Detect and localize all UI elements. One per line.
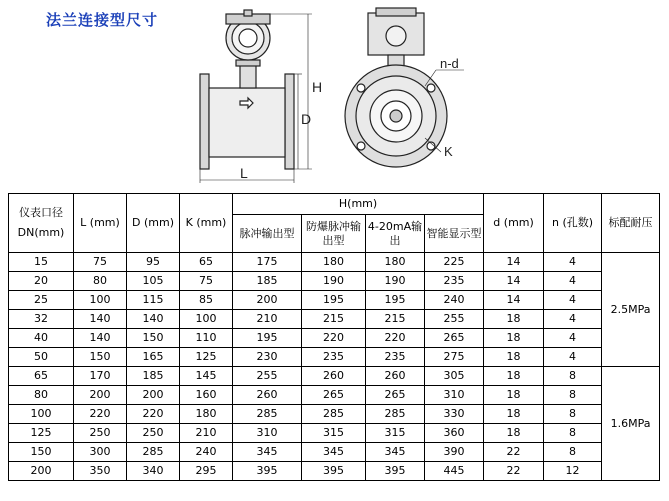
cell-h-pulse: 345 xyxy=(233,443,302,462)
cell-n: 8 xyxy=(544,424,602,443)
cell-K: 100 xyxy=(180,310,233,329)
cell-dn: 40 xyxy=(9,329,74,348)
cell-D: 140 xyxy=(127,310,180,329)
cell-h-pulse: 210 xyxy=(233,310,302,329)
cell-h-explosion: 190 xyxy=(302,272,366,291)
cell-d: 18 xyxy=(484,329,544,348)
cell-h-explosion: 180 xyxy=(302,253,366,272)
table-row xyxy=(9,310,660,329)
cell-L: 350 xyxy=(74,462,127,481)
cell-K: 85 xyxy=(180,291,233,310)
cell-h-explosion: 265 xyxy=(302,386,366,405)
table-row xyxy=(9,329,660,348)
header-h-pulse: 脉冲输出型 xyxy=(233,215,302,253)
dim-label-nd: n-d xyxy=(440,56,459,71)
cell-dn: 150 xyxy=(9,443,74,462)
cell-h-pulse: 200 xyxy=(233,291,302,310)
cell-h-explosion: 220 xyxy=(302,329,366,348)
table-row xyxy=(9,348,660,367)
cell-h-explosion: 395 xyxy=(302,462,366,481)
cell-K: 240 xyxy=(180,443,233,462)
cell-h-pulse: 255 xyxy=(233,367,302,386)
header-n: n (孔数) xyxy=(544,194,602,253)
cell-h-smart: 390 xyxy=(425,443,484,462)
cell-L: 80 xyxy=(74,272,127,291)
cell-d: 14 xyxy=(484,272,544,291)
cell-dn: 50 xyxy=(9,348,74,367)
table-row xyxy=(9,272,660,291)
cell-D: 150 xyxy=(127,329,180,348)
cell-d: 22 xyxy=(484,443,544,462)
cell-D: 200 xyxy=(127,386,180,405)
cell-h-420: 315 xyxy=(366,424,425,443)
cell-h-pulse: 260 xyxy=(233,386,302,405)
cell-h-420: 195 xyxy=(366,291,425,310)
cell-h-explosion: 345 xyxy=(302,443,366,462)
table-row xyxy=(9,424,660,443)
cell-L: 300 xyxy=(74,443,127,462)
table-row xyxy=(9,253,660,272)
cell-pressure: 1.6MPa xyxy=(602,367,660,481)
header-dn: 仪表口径 DN(mm) xyxy=(9,194,74,253)
cell-h-420: 190 xyxy=(366,272,425,291)
cell-h-pulse: 195 xyxy=(233,329,302,348)
cell-dn: 32 xyxy=(9,310,74,329)
cell-d: 14 xyxy=(484,253,544,272)
table-row xyxy=(9,386,660,405)
side-view xyxy=(200,10,312,183)
table-row xyxy=(9,405,660,424)
cell-D: 105 xyxy=(127,272,180,291)
cell-D: 220 xyxy=(127,405,180,424)
cell-h-smart: 330 xyxy=(425,405,484,424)
cell-D: 250 xyxy=(127,424,180,443)
table-row xyxy=(9,367,660,386)
cell-h-420: 395 xyxy=(366,462,425,481)
cell-L: 75 xyxy=(74,253,127,272)
cell-h-420: 260 xyxy=(366,367,425,386)
cell-d: 18 xyxy=(484,310,544,329)
cell-pressure: 2.5MPa xyxy=(602,253,660,367)
flange-drawing xyxy=(0,0,669,193)
cell-h-explosion: 215 xyxy=(302,310,366,329)
cell-h-smart: 275 xyxy=(425,348,484,367)
cell-d: 14 xyxy=(484,291,544,310)
header-h-smart: 智能显示型 xyxy=(425,215,484,253)
cell-K: 180 xyxy=(180,405,233,424)
cell-D: 340 xyxy=(127,462,180,481)
cell-d: 18 xyxy=(484,367,544,386)
cell-h-pulse: 185 xyxy=(233,272,302,291)
cell-dn: 65 xyxy=(9,367,74,386)
cell-h-smart: 305 xyxy=(425,367,484,386)
table-row xyxy=(9,291,660,310)
cell-K: 210 xyxy=(180,424,233,443)
cell-h-explosion: 195 xyxy=(302,291,366,310)
cell-L: 100 xyxy=(74,291,127,310)
cell-h-explosion: 315 xyxy=(302,424,366,443)
header-pressure: 标配耐压 xyxy=(602,194,660,253)
cell-dn: 125 xyxy=(9,424,74,443)
cell-h-explosion: 260 xyxy=(302,367,366,386)
cell-n: 12 xyxy=(544,462,602,481)
cell-D: 165 xyxy=(127,348,180,367)
cell-d: 18 xyxy=(484,348,544,367)
cell-d: 18 xyxy=(484,405,544,424)
cell-h-420: 345 xyxy=(366,443,425,462)
cell-L: 170 xyxy=(74,367,127,386)
cell-dn: 20 xyxy=(9,272,74,291)
cell-h-smart: 240 xyxy=(425,291,484,310)
cell-h-explosion: 235 xyxy=(302,348,366,367)
cell-dn: 80 xyxy=(9,386,74,405)
cell-L: 140 xyxy=(74,329,127,348)
cell-L: 140 xyxy=(74,310,127,329)
cell-h-420: 215 xyxy=(366,310,425,329)
cell-K: 160 xyxy=(180,386,233,405)
cell-D: 115 xyxy=(127,291,180,310)
cell-L: 200 xyxy=(74,386,127,405)
dim-label-H: H xyxy=(312,79,323,95)
cell-n: 8 xyxy=(544,367,602,386)
cell-h-explosion: 285 xyxy=(302,405,366,424)
header-L: L (mm) xyxy=(74,194,127,253)
header-h-explosion: 防爆脉冲输出型 xyxy=(302,215,366,253)
cell-L: 250 xyxy=(74,424,127,443)
dim-label-D: D xyxy=(301,111,312,127)
cell-h-420: 220 xyxy=(366,329,425,348)
cell-n: 8 xyxy=(544,405,602,424)
cell-K: 75 xyxy=(180,272,233,291)
header-d: d (mm) xyxy=(484,194,544,253)
cell-h-smart: 360 xyxy=(425,424,484,443)
cell-n: 8 xyxy=(544,443,602,462)
cell-K: 145 xyxy=(180,367,233,386)
cell-dn: 100 xyxy=(9,405,74,424)
cell-h-smart: 235 xyxy=(425,272,484,291)
page-title: 法兰连接型尺寸 xyxy=(46,11,159,29)
table-row xyxy=(9,462,660,481)
table-row xyxy=(9,443,660,462)
cell-dn: 15 xyxy=(9,253,74,272)
cell-h-smart: 255 xyxy=(425,310,484,329)
cell-n: 4 xyxy=(544,310,602,329)
header-K: K (mm) xyxy=(180,194,233,253)
cell-h-420: 235 xyxy=(366,348,425,367)
cell-h-pulse: 175 xyxy=(233,253,302,272)
cell-h-smart: 310 xyxy=(425,386,484,405)
cell-h-smart: 265 xyxy=(425,329,484,348)
cell-d: 22 xyxy=(484,462,544,481)
cell-n: 4 xyxy=(544,291,602,310)
dim-label-L: L xyxy=(240,165,248,181)
cell-K: 295 xyxy=(180,462,233,481)
dim-label-K: K xyxy=(444,144,453,159)
cell-D: 185 xyxy=(127,367,180,386)
cell-K: 110 xyxy=(180,329,233,348)
header-D: D (mm) xyxy=(127,194,180,253)
cell-h-420: 180 xyxy=(366,253,425,272)
cell-D: 285 xyxy=(127,443,180,462)
cell-h-pulse: 310 xyxy=(233,424,302,443)
cell-h-420: 285 xyxy=(366,405,425,424)
cell-K: 65 xyxy=(180,253,233,272)
cell-L: 150 xyxy=(74,348,127,367)
cell-h-pulse: 230 xyxy=(233,348,302,367)
cell-n: 4 xyxy=(544,329,602,348)
cell-h-smart: 445 xyxy=(425,462,484,481)
table-body xyxy=(9,253,660,481)
header-H: H(mm) xyxy=(233,194,484,215)
header-h-420: 4-20mA输出 xyxy=(366,215,425,253)
cell-h-pulse: 285 xyxy=(233,405,302,424)
cell-K: 125 xyxy=(180,348,233,367)
cell-n: 4 xyxy=(544,253,602,272)
cell-n: 8 xyxy=(544,386,602,405)
cell-L: 220 xyxy=(74,405,127,424)
dimension-table xyxy=(8,193,660,481)
cell-dn: 200 xyxy=(9,462,74,481)
cell-h-pulse: 395 xyxy=(233,462,302,481)
cell-n: 4 xyxy=(544,272,602,291)
cell-d: 18 xyxy=(484,424,544,443)
cell-h-420: 265 xyxy=(366,386,425,405)
cell-d: 18 xyxy=(484,386,544,405)
cell-h-smart: 225 xyxy=(425,253,484,272)
cell-dn: 25 xyxy=(9,291,74,310)
cell-n: 4 xyxy=(544,348,602,367)
cell-D: 95 xyxy=(127,253,180,272)
